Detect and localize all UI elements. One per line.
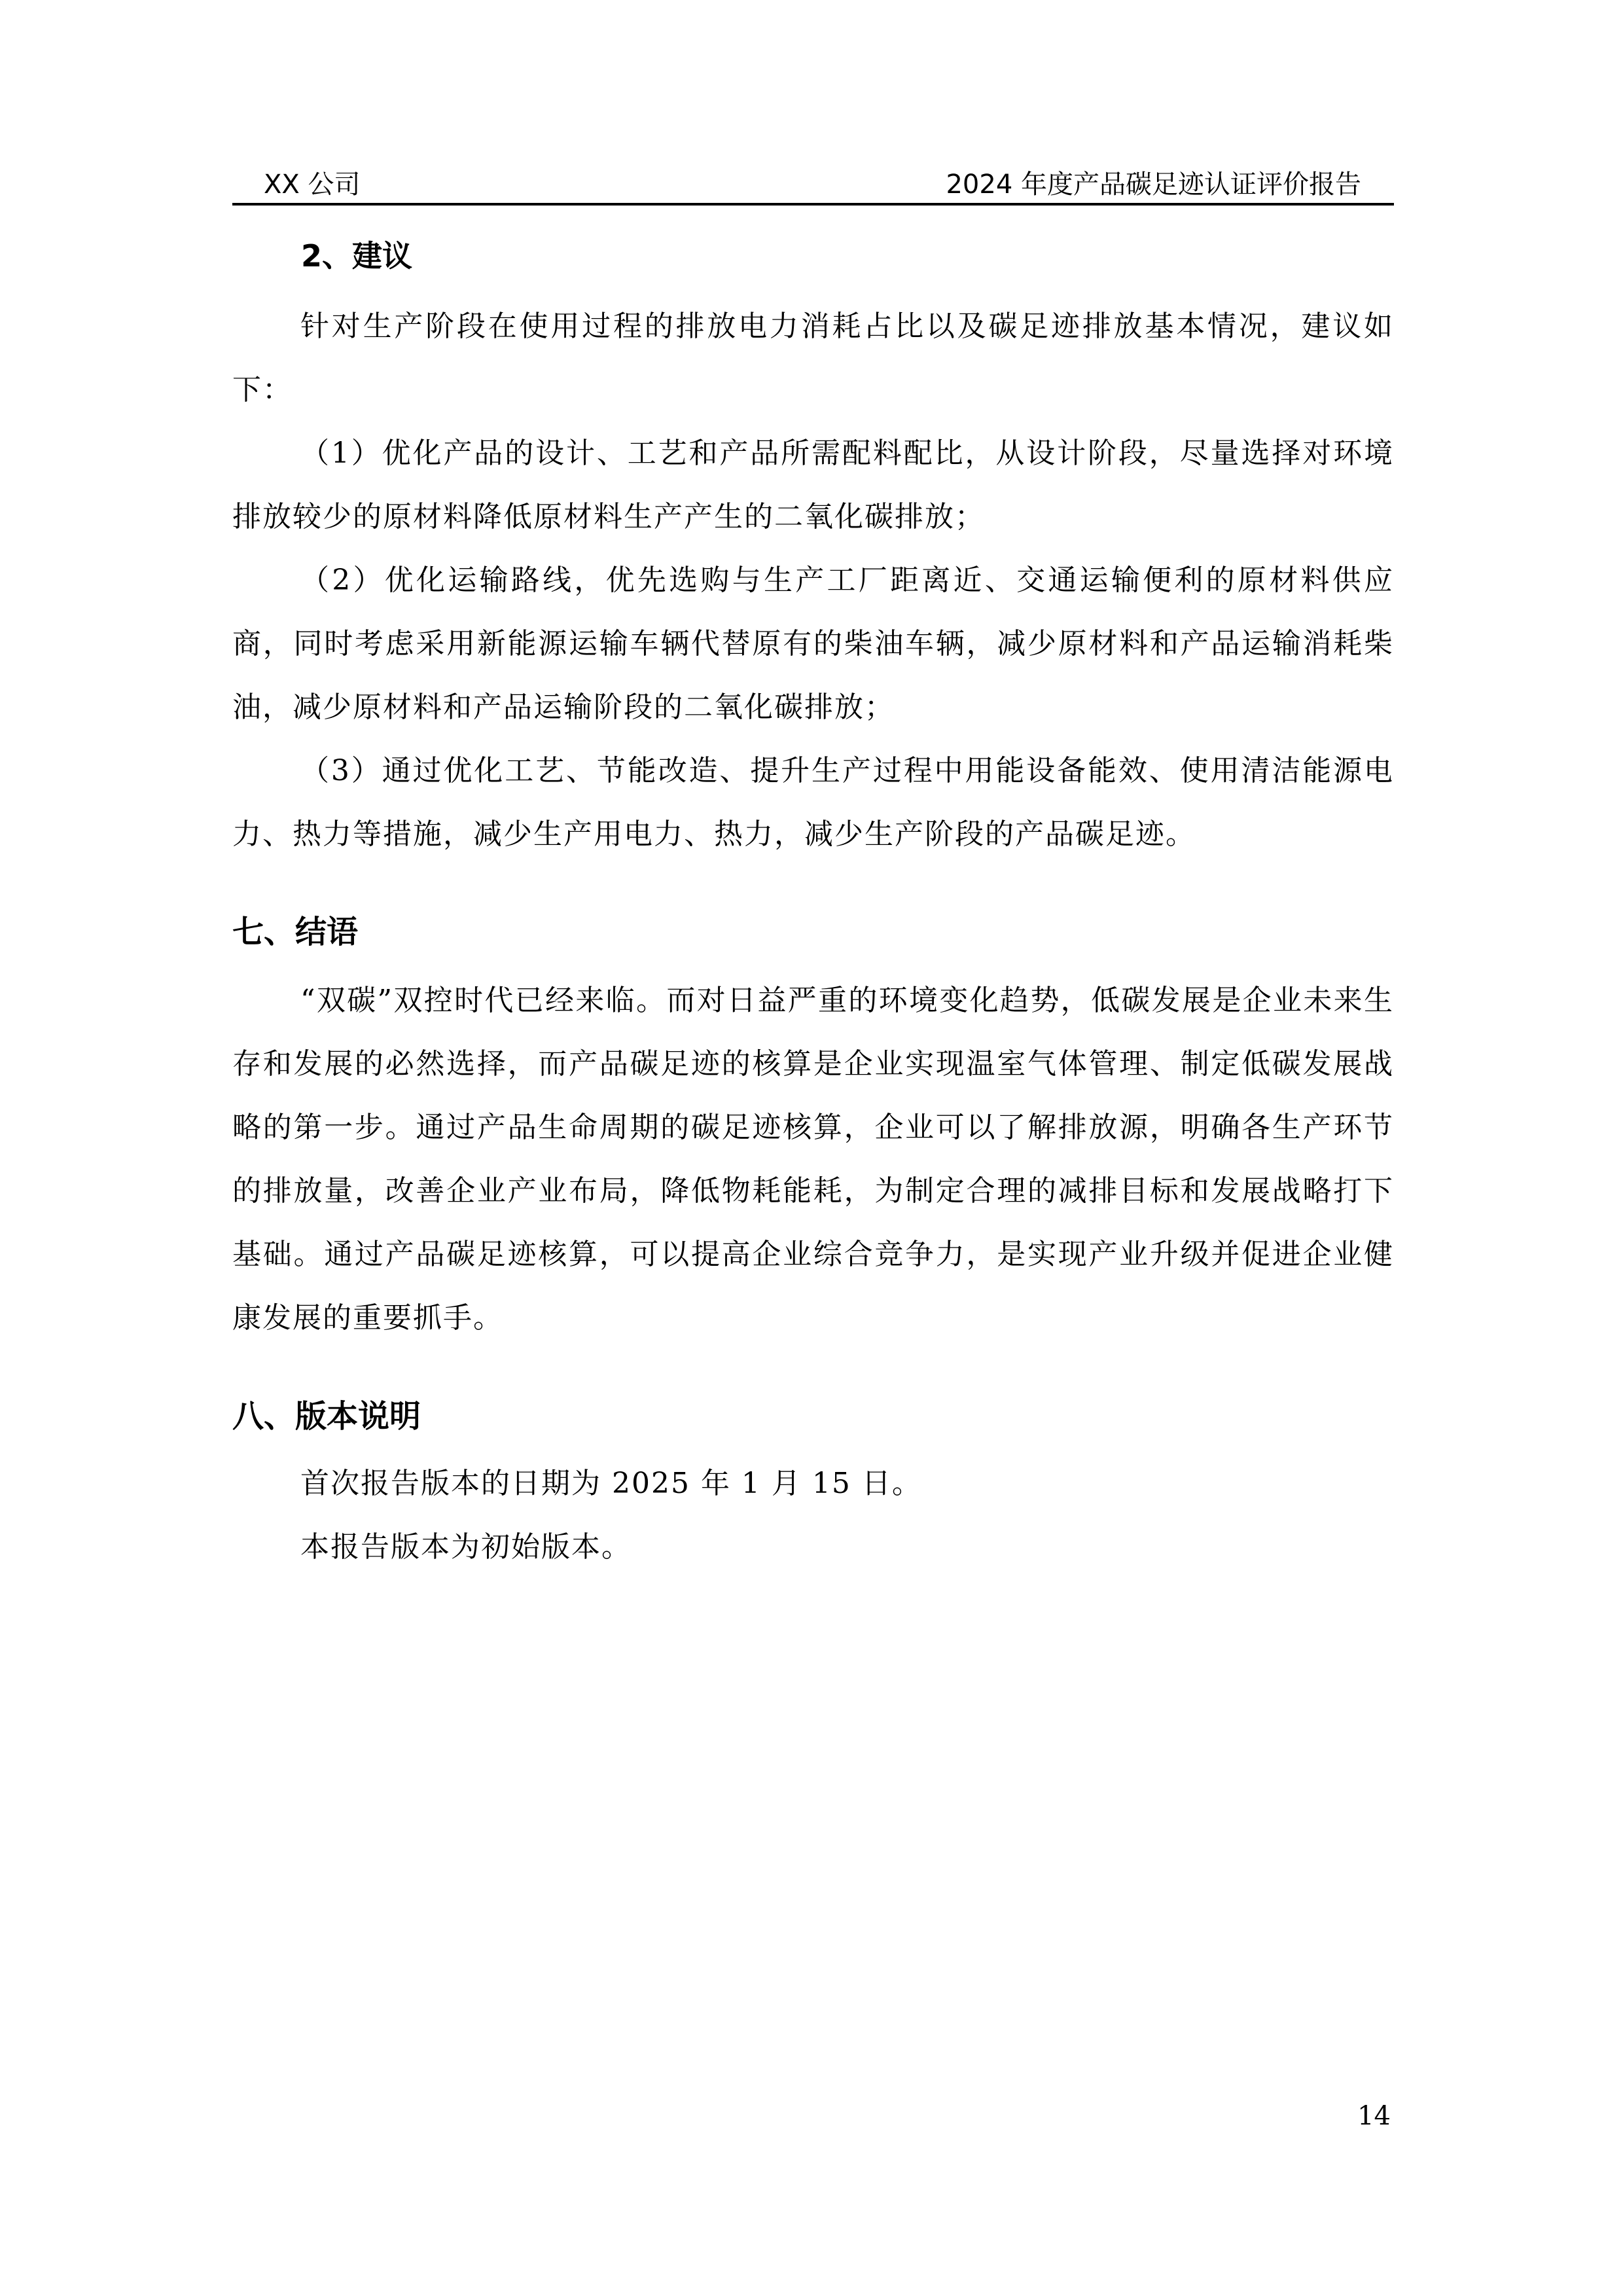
header-company: XX 公司 <box>264 170 361 200</box>
suggestion-item-1: （1）优化产品的设计、工艺和产品所需配料配比，从设计阶段，尽量选择对环境排放较少的原材料降低原材料生产产生的二氧化碳排放； <box>232 437 1394 533</box>
conclusion-paragraph: “双碳”双控时代已经来临。而对日益严重的环境变化趋势，低碳发展是企业未来生存和发展的必然选择，而产品碳足迹的核算是企业实现温室气体管理、制定低碳发展战略的第一步。通过产品生命周期的碳足迹核算，企业可以了解排放源，明确各生产环节的排放量，改善企业产业布局，降低物耗能耗，为制定合理的减排目标和发展战略打下基础。通过产品碳足迹核算，可以提高企业综合竞争力，是实现产业升级并促进企业健康发展的重要抓手。 <box>232 984 1394 1335</box>
version-date-line: 首次报告版本的日期为 2025 年 1 月 15 日。 <box>300 1467 922 1500</box>
suggestion-item-2: （2）优化运输路线，优先选购与生产工厂距离近、交通运输便利的原材料供应商，同时考虑采用新能源运输车辆代替原有的柴油车辆，减少原材料和产品运输消耗柴油，减少原材料和产品运输阶段的二氧化碳排放； <box>232 564 1394 724</box>
suggestion-heading: 2、建议 <box>301 238 413 274</box>
suggestion-item-3: （3）通过优化工艺、节能改造、提升生产过程中用能设备能效、使用清洁能源电力、热力等措施，减少生产用电力、热力，减少生产阶段的产品碳足迹。 <box>232 754 1394 851</box>
version-initial-line: 本报告版本为初始版本。 <box>300 1530 632 1564</box>
suggestion-body <box>232 295 1394 866</box>
page-header <box>232 157 1394 206</box>
conclusion-heading: 七、结语 <box>232 914 359 950</box>
conclusion-body <box>232 969 1394 1350</box>
page-number: 14 <box>1357 2101 1391 2131</box>
suggestion-intro: 针对生产阶段在使用过程的排放电力消耗占比以及碳足迹排放基本情况，建议如下： <box>232 310 1394 406</box>
header-report-title: 2024 年度产品碳足迹认证评价报告 <box>946 170 1361 200</box>
version-heading: 八、版本说明 <box>232 1398 421 1435</box>
